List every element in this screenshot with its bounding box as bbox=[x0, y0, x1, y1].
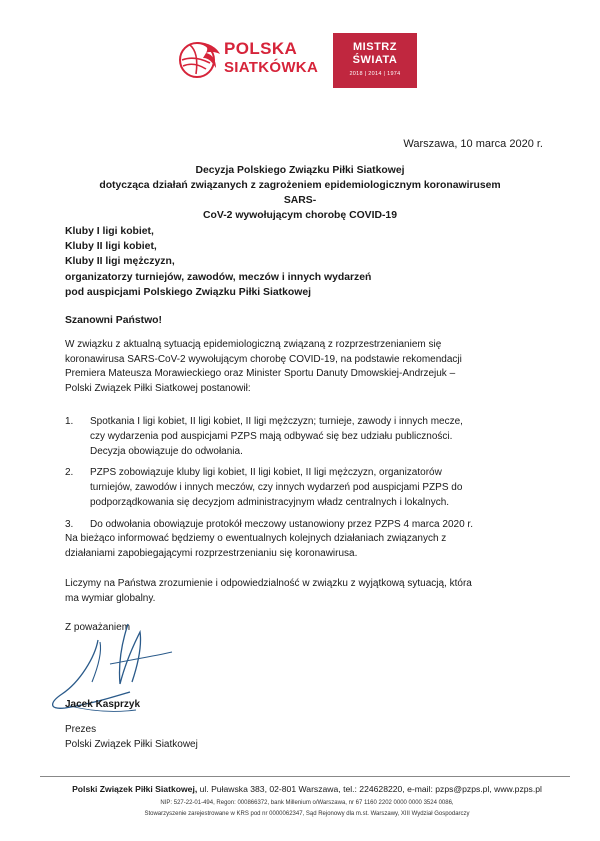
item-number: 3. bbox=[65, 518, 74, 530]
paragraph-line: działaniami zapobiegającymi rozprzestrzenianiu się koronawirusa. bbox=[65, 547, 358, 559]
item-line: Decyzja obowiązuje do odwołania. bbox=[90, 445, 243, 457]
closing-phrase: Z poważaniem bbox=[65, 622, 131, 633]
item-number: 2. bbox=[65, 467, 74, 479]
item-line: PZPS zobowiązuje kluby ligi kobiet, II ligi kobiet, II ligi mężczyzn, organizatorów bbox=[90, 467, 442, 479]
closing-paragraph bbox=[65, 577, 537, 606]
footer-org-name: Polski Związek Piłki Siatkowej, bbox=[72, 784, 198, 794]
footer-address bbox=[40, 784, 574, 794]
paragraph-line: Na bieżąco informować będziemy o ewentualnych kolejnych działaniach związanych z bbox=[65, 533, 447, 544]
paragraph-line: Liczymy na Państwa zrozumienie i odpowiedzialność w związku z wyjątkową sytuacją, która bbox=[65, 578, 472, 589]
paragraph-line: ma wymiar globalny. bbox=[65, 592, 156, 604]
recipient-line: Kluby II ligi kobiet, bbox=[65, 241, 157, 253]
intro-paragraph bbox=[65, 338, 537, 397]
decision-list bbox=[65, 415, 543, 540]
letter-title bbox=[90, 163, 510, 223]
item-line: Do odwołania obowiązuje protokół meczowy ustanowiony przez PZPS 4 marca 2020 r. bbox=[90, 518, 473, 530]
signer-name: Jacek Kasprzyk bbox=[65, 699, 141, 710]
paragraph-line: W związku z aktualną sytuacją epidemiologiczną związaną z rozprzestrzenianiem się bbox=[65, 339, 442, 350]
paragraph-line: Premiera Mateusza Morawieckiego oraz Minister Sportu Danuty Dmowskiej-Andrzejuk – bbox=[65, 368, 456, 380]
paragraph-line: koronawirusa SARS-CoV-2 wywołującym chorobę COVID-19, na podstawie rekomendacji bbox=[65, 353, 462, 365]
pzps-logo bbox=[176, 36, 326, 86]
signer-organization: Polski Związek Piłki Siatkowej bbox=[65, 739, 198, 750]
footer-divider bbox=[40, 776, 570, 777]
recipient-line: Kluby II ligi mężczyzn, bbox=[65, 256, 175, 268]
item-line: czy wydarzenia pod auspicjami PZPS mają odbywać się bez udziału publiczności. bbox=[90, 430, 453, 442]
item-line: Spotkania I ligi kobiet, II ligi kobiet, II ligi mężczyzn; turnieje, zawody i innych mecze, bbox=[90, 416, 463, 427]
footer-contact: ul. Puławska 383, 02-801 Warszawa, tel.: 224628220, e-mail: pzps@pzps.pl, www.pzps.pl bbox=[197, 784, 542, 794]
volleyball-eagle-icon bbox=[176, 36, 222, 82]
recipient-line: pod auspicjami Polskiego Związku Piłki Siatkowej bbox=[65, 286, 311, 298]
mistrz-swiata-badge bbox=[333, 33, 417, 88]
letter-date: Warszawa, 10 marca 2020 r. bbox=[403, 138, 543, 150]
recipient-line: Kluby I ligi kobiet, bbox=[65, 226, 154, 237]
greeting: Szanowni Państwo! bbox=[65, 315, 162, 326]
info-paragraph bbox=[65, 532, 537, 561]
footer-registration: NIP: 527-22-01-494, Regon: 000866372, bank Millenium o/Warszawa, nr 67 1160 2202 0000 0000 3524 0086, bbox=[160, 800, 454, 806]
signer-title: Prezes bbox=[65, 724, 97, 735]
decision-item bbox=[65, 466, 543, 510]
brand-line2: SIATKÓWKA bbox=[224, 59, 319, 76]
title-line: dotycząca działań związanych z zagrożeniem epidemiologicznym koronawirusem SARS- bbox=[99, 180, 501, 206]
badge-line1: MISTRZ bbox=[353, 41, 397, 53]
pzps-brand-text bbox=[224, 40, 318, 75]
title-line: Decyzja Polskiego Związku Piłki Siatkowej bbox=[195, 165, 405, 176]
item-number: 1. bbox=[65, 416, 74, 427]
decision-item bbox=[65, 518, 543, 533]
brand-line1: POLSKA bbox=[224, 39, 298, 58]
recipients-list bbox=[65, 224, 371, 300]
decision-item bbox=[65, 415, 543, 459]
footer-krs: Stowarzyszenie zarejestrowane w KRS pod nr 0000062347, Sąd Rejonowy dla m.st. Warszawy, XIII Wydział Gospodarczy bbox=[144, 811, 470, 817]
title-line: CoV-2 wywołującym chorobę COVID-19 bbox=[202, 210, 397, 221]
badge-line2: ŚWIATA bbox=[352, 54, 398, 66]
item-line: turniejów, zawodów i innych meczów, czy innych wydarzeń pod auspicjami PZPS do bbox=[90, 482, 463, 494]
item-line: podporządkowania się decyzjom administracyjnym władz centralnych i lokalnych. bbox=[90, 496, 450, 508]
recipient-line: organizatorzy turniejów, zawodów, meczów i innych wydarzeń bbox=[65, 271, 372, 283]
badge-years: 2018 | 2014 | 1974 bbox=[349, 71, 401, 77]
paragraph-line: Polski Związek Piłki Siatkowej postanowił: bbox=[65, 383, 251, 395]
